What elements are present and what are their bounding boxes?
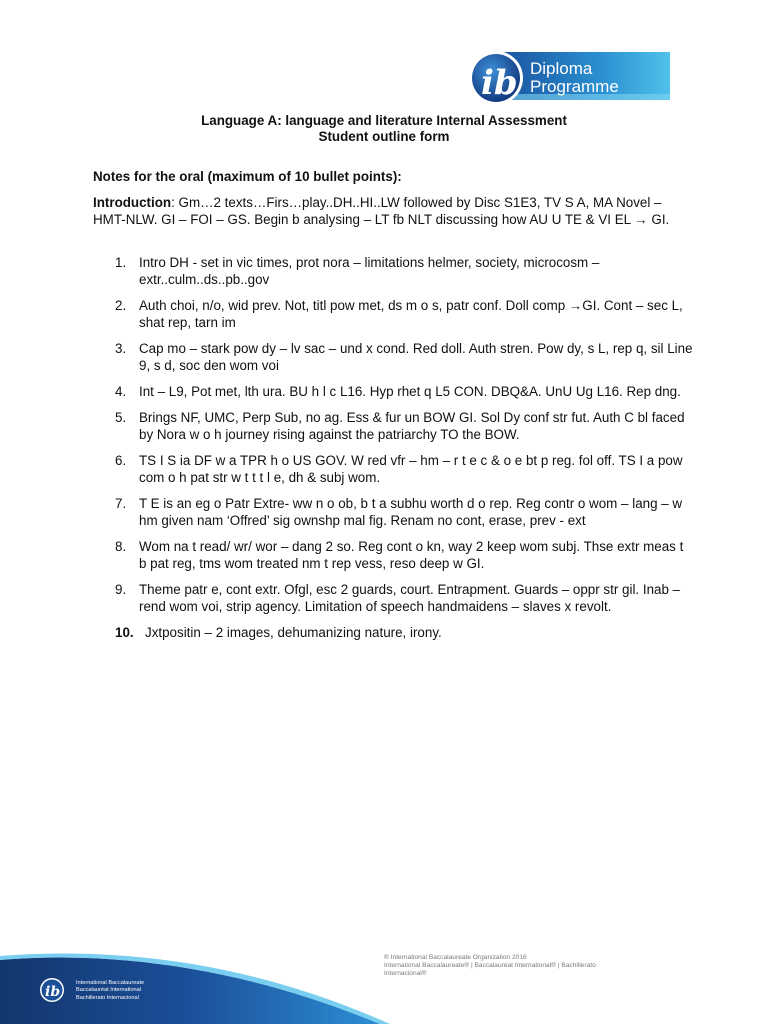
list-item-number: 1. (115, 255, 127, 270)
list-item-text: Int – L9, Pot met, lth ura. BU h l c L16. Hyp rhet q L5 CON. DBQ&A. UnU Ug L16. Rep dng. (139, 384, 681, 399)
svg-text:ib: ib (481, 63, 518, 103)
svg-text:Diploma: Diploma (530, 59, 593, 78)
copyright-notice (384, 954, 714, 978)
list-item-number: 8. (115, 539, 127, 554)
list-item-number: 2. (115, 298, 127, 313)
list-item-number: 6. (115, 453, 127, 468)
list-item-text: TS I S ia DF w a TPR h o US GOV. W red vfr – hm – r t e c & o e bt p reg. fol off. TS I a pow com o h pat str w t t t l e, dh & subj wom. (139, 453, 683, 485)
list-item (93, 409, 693, 443)
list-item (93, 538, 693, 572)
list-item-text: T E is an eg o Patr Extre- ww n o ob, b t a subhu worth d o rep. Reg contr o wom – lang – w hm given nam ‘Offred’ sig ownshp mal fig. Renam no cont, erase, prev - ext (139, 496, 683, 528)
list-item (93, 340, 693, 374)
list-item-text: Auth choi, n/o, wid prev. Not, titl pow met, ds m o s, patr conf. Doll comp →GI. Cont – sec L, shat rep, tarn im (139, 298, 683, 330)
document-subtitle: Student outline form (318, 129, 450, 144)
list-item (93, 254, 693, 288)
list-item-text: Brings NF, UMC, Perp Sub, no ag. Ess & fur un BOW GI. Sol Dy conf str fut. Auth C bl faced by Nora w o h journey rising against the patriarchy TO the BOW. (139, 410, 685, 442)
list-item-number: 10. (115, 625, 134, 640)
list-item (93, 495, 693, 529)
svg-text:Programme: Programme (530, 77, 619, 96)
list-item-number: 9. (115, 582, 127, 597)
list-item (93, 452, 693, 486)
ib-logo-graphic (468, 50, 670, 107)
list-item-text: Intro DH - set in vic times, prot nora – limitations helmer, society, microcosm – extr..culm..ds..pb..gov (139, 255, 600, 287)
notes-heading: Notes for the oral (maximum of 10 bullet points): (93, 169, 402, 184)
list-item (93, 297, 693, 331)
list-item (93, 581, 693, 615)
copyright-line3: Internacional® (384, 970, 427, 977)
list-item-number: 3. (115, 341, 127, 356)
list-item-number: 5. (115, 410, 127, 425)
bullet-points-list (93, 254, 693, 650)
list-item-text: Cap mo – stark pow dy – lv sac – und x cond. Red doll. Auth stren. Pow dy, s L, rep q, sil Line 9, s d, soc den wom voi (139, 341, 693, 373)
list-item-number: 7. (115, 496, 127, 511)
list-item-text: Wom na t read/ wr/ wor – dang 2 so. Reg cont o kn, way 2 keep wom subj. Thse extr meas t b pat reg, tms wom treated nm t rep vess, reso deep w GI. (139, 539, 684, 571)
footer-ib-logo-text (76, 980, 144, 1002)
list-item-text: Theme patr e, cont extr. Ofgl, esc 2 guards, court. Entrapment. Guards – oppr str gil. Inab – rend wom voi, strip agency. Limitation of speech handmaidens – slaves x revolt. (139, 582, 681, 614)
footer-logo-line3: Bachillerato Internacional (76, 994, 139, 1001)
footer-logo-line2: Baccalauréat International (76, 987, 141, 994)
footer-logo-line1: International Baccalaureate (76, 980, 145, 986)
document-title: Language A: language and literature Internal Assessment (201, 113, 567, 128)
ib-diploma-logo (468, 50, 670, 107)
svg-text:ib: ib (45, 984, 61, 1000)
list-item (93, 624, 693, 641)
list-item-number: 4. (115, 384, 127, 399)
list-item (93, 383, 693, 400)
copyright-line2: International Baccalaureate® | Baccalauréat International® | Bachillerato (384, 962, 596, 969)
copyright-line1: ® International Baccalaureate Organization 2016 (384, 954, 527, 961)
introduction-label: Introduction (93, 195, 172, 210)
introduction-text: : Gm…2 texts…Firs…play..DH..HI..LW followed by Disc S1E3, TV S A, MA Novel – HMT-NLW. GI – FOI – GS. Begin b analysing – LT fb NLT discussing how AU U TE & VI EL → GI. (93, 195, 670, 227)
list-item-text: Jxtpositin – 2 images, dehumanizing nature, irony. (145, 625, 442, 640)
introduction-paragraph (93, 194, 683, 228)
